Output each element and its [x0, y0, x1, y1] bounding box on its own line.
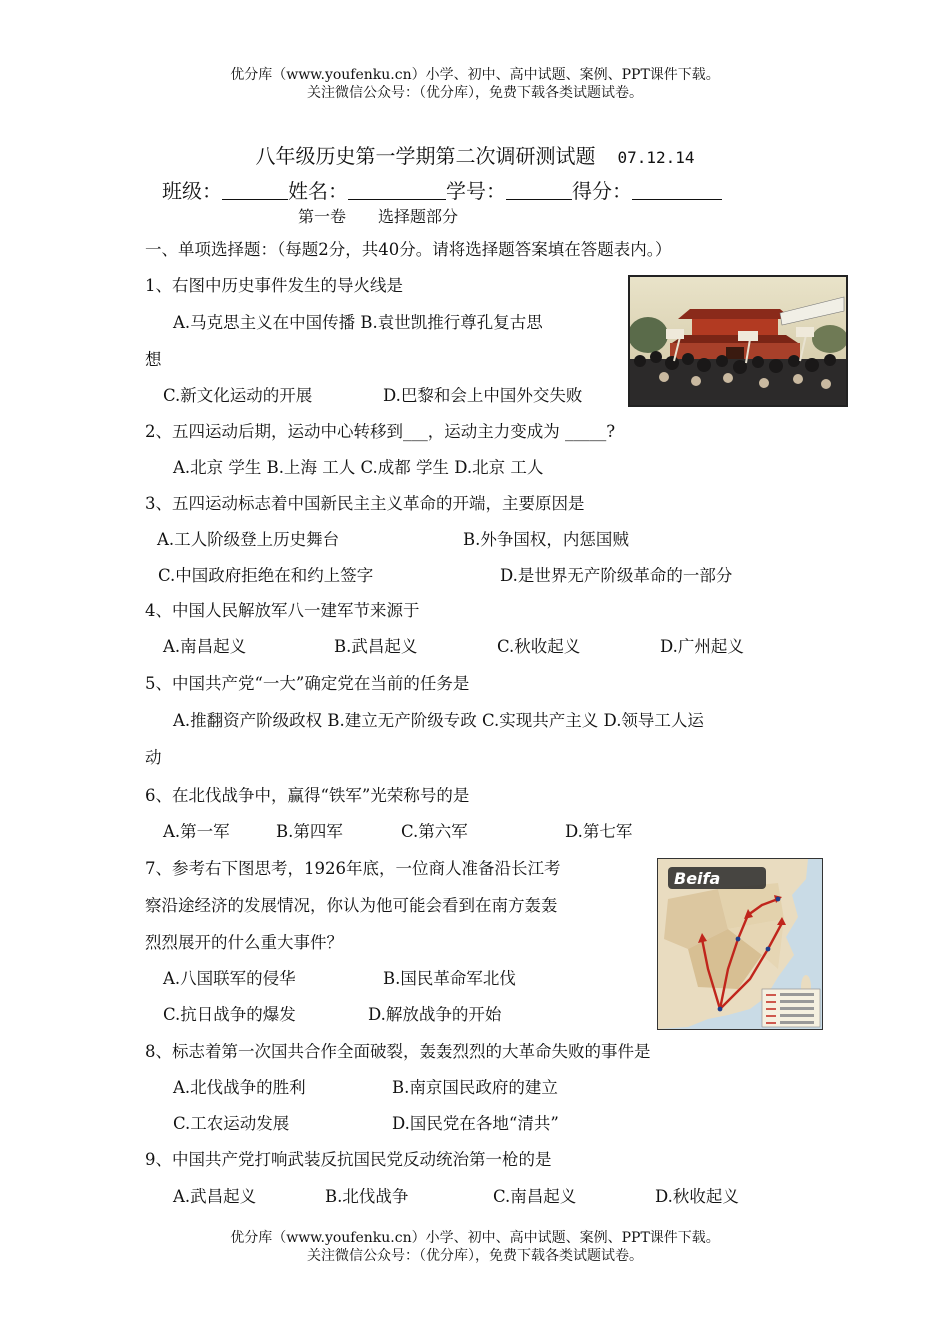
q3-option-d: D.是世界无产阶级革命的一部分 — [500, 566, 733, 585]
header-line-2: 关注微信公众号：（优分库），免费下载各类试题试卷。 — [307, 85, 643, 101]
page-title — [0, 140, 950, 169]
q8-option-a: A.北伐战争的胜利 — [173, 1078, 306, 1097]
section-instruction: 一、单项选择题：（每题2分，共40分。请将选择题答案填在答题表内。） — [145, 240, 672, 259]
q6-option-d: D.第七军 — [565, 822, 633, 841]
q9-option-d: D.秋收起义 — [655, 1187, 739, 1206]
q8-option-b: B.南京国民政府的建立 — [392, 1078, 558, 1097]
q9-option-c: C.南昌起义 — [493, 1187, 577, 1206]
name-label: 姓名： — [288, 179, 348, 203]
q1-options-ab: A.马克思主义在中国传播 B.袁世凯推行尊孔复古思 — [173, 313, 543, 332]
q3-stem: 3、五四运动标志着中国新民主主义革命的开端，主要原因是 — [145, 494, 585, 513]
map-title: Beifa — [674, 869, 721, 888]
q7-option-c: C.抗日战争的爆发 — [163, 1005, 296, 1024]
q1-option-c: C.新文化运动的开展 — [163, 386, 313, 405]
beifa-map-illustration — [658, 859, 822, 1029]
q6-stem: 6、在北伐战争中，赢得“铁军”光荣称号的是 — [145, 786, 470, 805]
q8-option-d: D.国民党在各地“清共” — [392, 1114, 559, 1133]
q1-stem: 1、右图中历史事件发生的导火线是 — [145, 276, 403, 295]
section-subtitle: 第一卷 选择题部分 — [298, 207, 459, 226]
q4-option-c: C.秋收起义 — [497, 637, 581, 656]
q2-stem: 2、五四运动后期，运动中心转移到___，运动主力变成为 _____? — [145, 422, 616, 441]
title-date: 07.12.14 — [617, 148, 695, 167]
q9-option-b: B.北伐战争 — [325, 1187, 409, 1206]
q6-option-c: C.第六军 — [401, 822, 468, 841]
id-label: 学号： — [446, 179, 506, 203]
header-line-1: 优分库（www.youfenku.cn）小学、初中、高中试题、案例、PPT课件下载。 — [230, 67, 720, 83]
northern-expedition-map — [657, 858, 823, 1030]
q7-option-a: A.八国联军的侵华 — [163, 969, 296, 988]
q7-stem-1: 7、参考右下图思考，1926年底，一位商人准备沿长江考 — [145, 859, 561, 878]
q4-option-d: D.广州起义 — [660, 637, 744, 656]
q3-option-a: A.工人阶级登上历史舞台 — [157, 530, 340, 549]
score-blank — [632, 179, 722, 200]
q6-option-b: B.第四军 — [276, 822, 343, 841]
q8-stem: 8、标志着第一次国共合作全面破裂，轰轰烈烈的大革命失败的事件是 — [145, 1042, 651, 1061]
class-blank — [222, 179, 288, 200]
score-label: 得分： — [572, 179, 632, 203]
q1-options-ab-wrap: 想 — [145, 350, 162, 369]
q1-option-d: D.巴黎和会上中国外交失败 — [383, 386, 583, 405]
footer-line-1: 优分库（www.youfenku.cn）小学、初中、高中试题、案例、PPT课件下载。 — [230, 1230, 720, 1246]
q7-stem-2: 察沿途经济的发展情况，你认为他可能会看到在南方轰轰 — [145, 896, 558, 915]
class-label: 班级： — [162, 179, 222, 203]
title-main: 八年级历史第一学期第二次调研测试题 — [255, 144, 596, 168]
q3-option-b: B.外争国权，内惩国贼 — [463, 530, 629, 549]
q4-option-b: B.武昌起义 — [334, 637, 418, 656]
q7-option-b: B.国民革命军北伐 — [383, 969, 516, 988]
q9-option-a: A.武昌起义 — [173, 1187, 257, 1206]
q5-options: A.推翻资产阶级政权 B.建立无产阶级专政 C.实现共产主义 D.领导工人运 — [173, 711, 704, 730]
q9-stem: 9、中国共产党打响武装反抗国民党反动统治第一枪的是 — [145, 1150, 552, 1169]
q3-option-c: C.中国政府拒绝在和约上签字 — [158, 566, 374, 585]
q8-option-c: C.工农运动发展 — [173, 1114, 290, 1133]
q7-stem-3: 烈烈展开的什么重大事件？ — [145, 933, 343, 952]
q2-options: A.北京 学生 B.上海 工人 C.成都 学生 D.北京 工人 — [173, 458, 544, 477]
q5-stem: 5、中国共产党“一大”确定党在当前的任务是 — [145, 674, 470, 693]
q5-options-wrap: 动 — [145, 748, 162, 767]
student-info — [162, 175, 722, 204]
protest-illustration — [630, 277, 846, 405]
id-blank — [506, 179, 572, 200]
q4-option-a: A.南昌起义 — [163, 637, 247, 656]
footer-line-2: 关注微信公众号：（优分库），免费下载各类试题试卷。 — [307, 1248, 643, 1264]
may-fourth-protest-image — [628, 275, 848, 407]
name-blank — [348, 179, 446, 200]
q6-option-a: A.第一军 — [163, 822, 230, 841]
q4-stem: 4、中国人民解放军八一建军节来源于 — [145, 601, 420, 620]
q7-option-d: D.解放战争的开始 — [368, 1005, 502, 1024]
